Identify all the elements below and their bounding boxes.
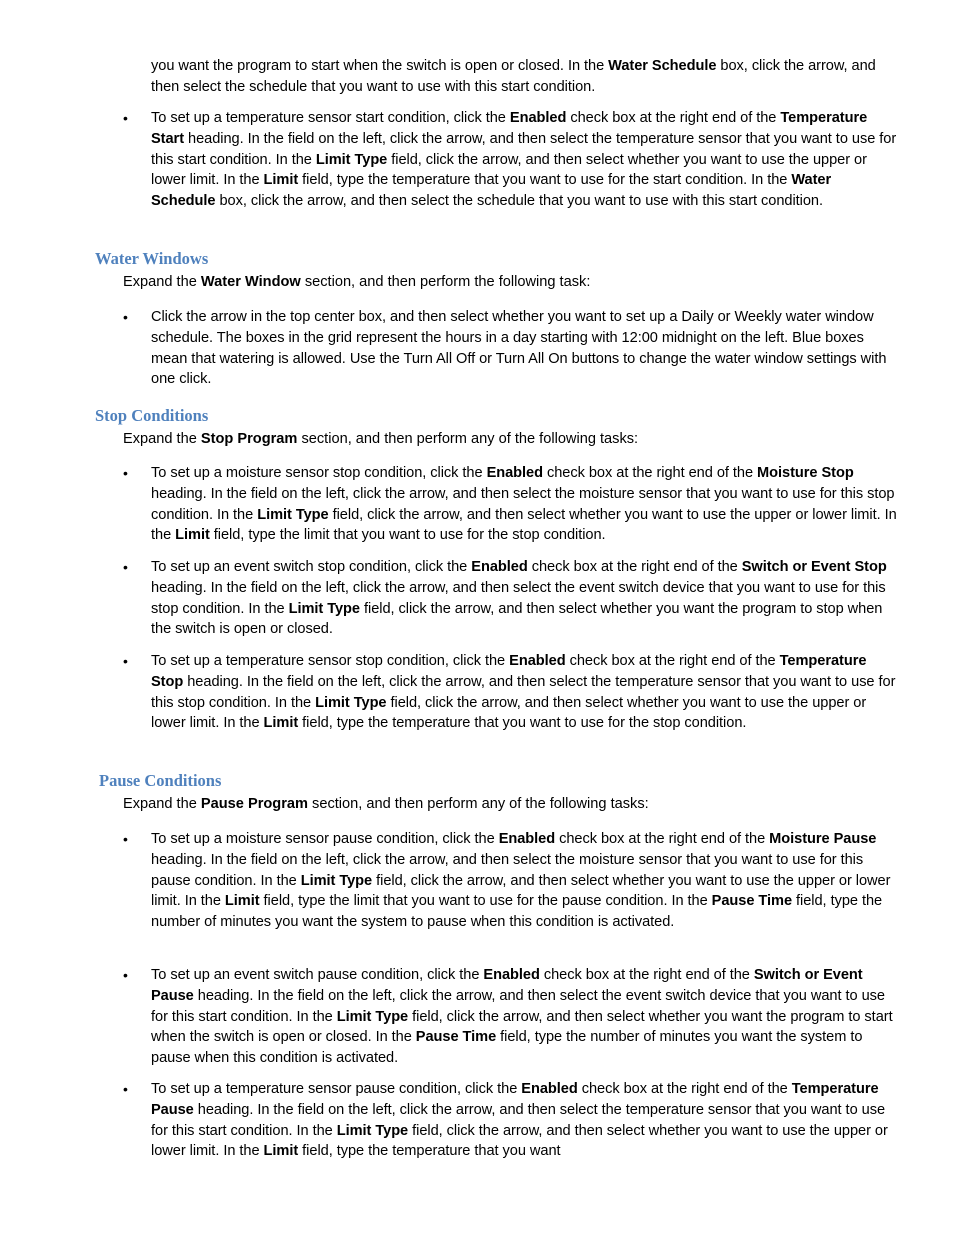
text-run: check box at the right end of the xyxy=(577,1081,792,1097)
bold-term: Enabled xyxy=(471,559,528,575)
text-run: field, click the arrow, and then select whether you want to use the upper or lower limit. In the xyxy=(151,694,867,732)
section-heading-water-windows: Water Windows xyxy=(95,249,209,268)
list-item-temperature-pause xyxy=(151,1079,899,1162)
text-run: heading. In the field on the left, click the arrow, and then select the moisture sensor that you want to use for this pause condition. In the xyxy=(151,851,864,889)
text-run: heading. In the field on the left, click the arrow, and then select the temperature sensor that you want to use for this start condition. In the xyxy=(151,1101,886,1139)
bold-term: Limit Type xyxy=(336,1122,409,1139)
text-run: To set up a moisture sensor pause condition, click the xyxy=(151,831,499,847)
text-run: heading. In the field on the left, click the arrow, and then select the event switch device that you want to use for this stop condition. In the xyxy=(151,579,886,617)
bold-term: Limit Type xyxy=(257,506,329,523)
text-run: To set up a moisture sensor stop condition, click the xyxy=(151,465,487,481)
text-run: heading. In the field on the left, click the arrow, and then select the event switch device that you want to use for this start condition. In the xyxy=(151,987,885,1025)
list-item-event-switch-stop xyxy=(151,557,899,640)
bold-term: Stop Program xyxy=(200,431,298,447)
continued-paragraph xyxy=(151,56,899,98)
section-heading-pause-conditions: Pause Conditions xyxy=(99,771,222,790)
bold-term: Enabled xyxy=(509,653,566,669)
text-run: field, click the arrow, and then select whether you want the program to start when the switch is open or closed. In the xyxy=(151,1008,893,1046)
text-run: check box at the right end of the xyxy=(565,653,780,669)
text-run: To set up a temperature sensor start condition, click the xyxy=(151,110,510,126)
text-run: check box at the right end of the xyxy=(527,559,742,575)
text-run: To set up an event switch stop condition, click the xyxy=(151,559,472,575)
text-run: field, type the temperature that you want to use for the stop condition. xyxy=(298,715,747,732)
bold-term: Limit Type xyxy=(336,1008,409,1025)
bold-term: Switch or Event Stop xyxy=(741,559,887,575)
list-item-event-switch-pause xyxy=(151,965,899,1069)
bullet-marker: • xyxy=(123,559,128,575)
text-run: Click the arrow in the top center box, and then select whether you want to set up a Daily or Weekly water window schedule. The boxes in the grid represent the hours in a day starting with 12:00 midnight on the left. Blue boxes mean that watering is allowed. Use the Turn All Off or Turn All On buttons to change the water window settings with one click. xyxy=(151,309,887,388)
text-run: heading. In the field on the left, click the arrow, and then select the moisture sensor that you want to use for this stop condition. In the xyxy=(151,485,895,523)
text-run: check box at the right end of the xyxy=(542,465,758,481)
bold-term: Limit Type xyxy=(315,694,387,711)
text-run: section, and then perform any of the following tasks: xyxy=(307,796,649,812)
text-run: field, type the limit that you want to use for the stop condition. xyxy=(209,527,606,544)
bold-term: Limit xyxy=(175,527,210,544)
text-run: field, type the limit that you want to use for the pause condition. In the xyxy=(259,893,712,910)
bullet-marker: • xyxy=(123,831,128,847)
bullet-marker: • xyxy=(123,309,128,325)
text-run: field, type the temperature that you want xyxy=(298,1143,561,1160)
text-run: Expand the xyxy=(123,431,201,447)
bold-term: Pause Program xyxy=(200,796,308,812)
section-intro-pause-program xyxy=(123,794,883,815)
bullet-marker: • xyxy=(123,653,128,669)
text-run: Expand the xyxy=(123,796,201,812)
text-run: you want the program to start when the switch is open or closed. In the xyxy=(151,58,609,74)
bold-term: Water Window xyxy=(200,274,301,290)
text-run: field, click the arrow, and then select whether you want to use the upper or lower limit. In the xyxy=(151,151,867,189)
bold-term: Limit xyxy=(263,715,299,732)
bold-term: Water Schedule xyxy=(151,172,832,210)
text-run: field, click the arrow, and then select whether you want the program to stop when the switch is open or closed. xyxy=(151,600,883,638)
bold-term: Pause Time xyxy=(415,1029,497,1046)
bold-term: Temperature Pause xyxy=(151,1081,879,1118)
bullet-marker: • xyxy=(123,1081,128,1097)
text-run: field, type the number of minutes you want the system to pause when this condition is activated. xyxy=(151,893,883,931)
bold-term: Temperature Start xyxy=(151,110,868,147)
bold-term: Enabled xyxy=(521,1081,578,1097)
section-heading-stop-conditions: Stop Conditions xyxy=(95,406,209,425)
text-run: To set up a temperature sensor stop condition, click the xyxy=(151,653,510,669)
bold-term: Moisture Stop xyxy=(757,465,854,481)
section-intro-stop-program xyxy=(123,429,883,450)
bold-term: Limit xyxy=(224,893,260,910)
text-run: Expand the xyxy=(123,274,201,290)
text-run: check box at the right end of the xyxy=(539,967,754,983)
text-run: To set up a temperature sensor pause condition, click the xyxy=(151,1081,522,1097)
bold-term: Limit xyxy=(263,172,299,189)
bold-term: Limit Type xyxy=(300,872,373,889)
text-run: box, click the arrow, and then select the schedule that you want to use with this start condition. xyxy=(215,193,824,210)
bold-term: Pause Time xyxy=(711,893,793,910)
bold-term: Enabled xyxy=(509,110,567,126)
bold-term: Water Schedule xyxy=(608,58,717,74)
text-run: section, and then perform the following task: xyxy=(300,274,591,290)
bold-term: Enabled xyxy=(498,831,556,847)
text-run: heading. In the field on the left, click the arrow, and then select the temperature sensor that you want to use for this start condition. In the xyxy=(151,130,897,168)
text-run: box, click the arrow, and then select the schedule that you want to use with this start condition. xyxy=(151,58,876,95)
text-run: field, click the arrow, and then select whether you want to use the upper or lower limit. In the xyxy=(151,872,891,910)
bold-term: Moisture Pause xyxy=(769,831,877,847)
text-run: check box at the right end of the xyxy=(566,110,781,126)
list-item-temperature-stop xyxy=(151,651,899,734)
text-run: field, click the arrow, and then select whether you want to use the upper or lower limit. In the xyxy=(151,1122,888,1160)
text-run: field, click the arrow, and then select whether you want to use the upper or lower limit. In the xyxy=(151,506,897,544)
bold-term: Temperature Stop xyxy=(151,653,867,690)
bold-term: Limit Type xyxy=(288,600,360,617)
bullet-marker: • xyxy=(123,465,128,481)
bullet-marker: • xyxy=(123,110,128,126)
list-item-water-window-schedule xyxy=(151,307,899,390)
bold-term: Switch or Event Pause xyxy=(151,967,863,1004)
section-intro-water-window xyxy=(123,272,883,293)
text-run: field, type the temperature that you want to use for the start condition. In the xyxy=(298,172,792,189)
list-item-moisture-stop xyxy=(151,463,899,546)
list-item-moisture-pause xyxy=(151,829,899,933)
text-run: field, type the number of minutes you want the system to pause when this condition is activated. xyxy=(151,1029,863,1067)
bold-term: Enabled xyxy=(483,967,540,983)
list-item-temperature-start xyxy=(151,108,899,212)
bold-term: Limit Type xyxy=(315,151,388,168)
bold-term: Limit xyxy=(263,1143,299,1160)
text-run: section, and then perform any of the following tasks: xyxy=(297,431,639,447)
text-run: To set up an event switch pause condition, click the xyxy=(151,967,484,983)
bullet-marker: • xyxy=(123,967,128,983)
text-run: heading. In the field on the left, click the arrow, and then select the temperature sensor that you want to use for this stop condition. In the xyxy=(151,673,896,711)
bold-term: Enabled xyxy=(486,465,543,481)
text-run: check box at the right end of the xyxy=(555,831,770,847)
